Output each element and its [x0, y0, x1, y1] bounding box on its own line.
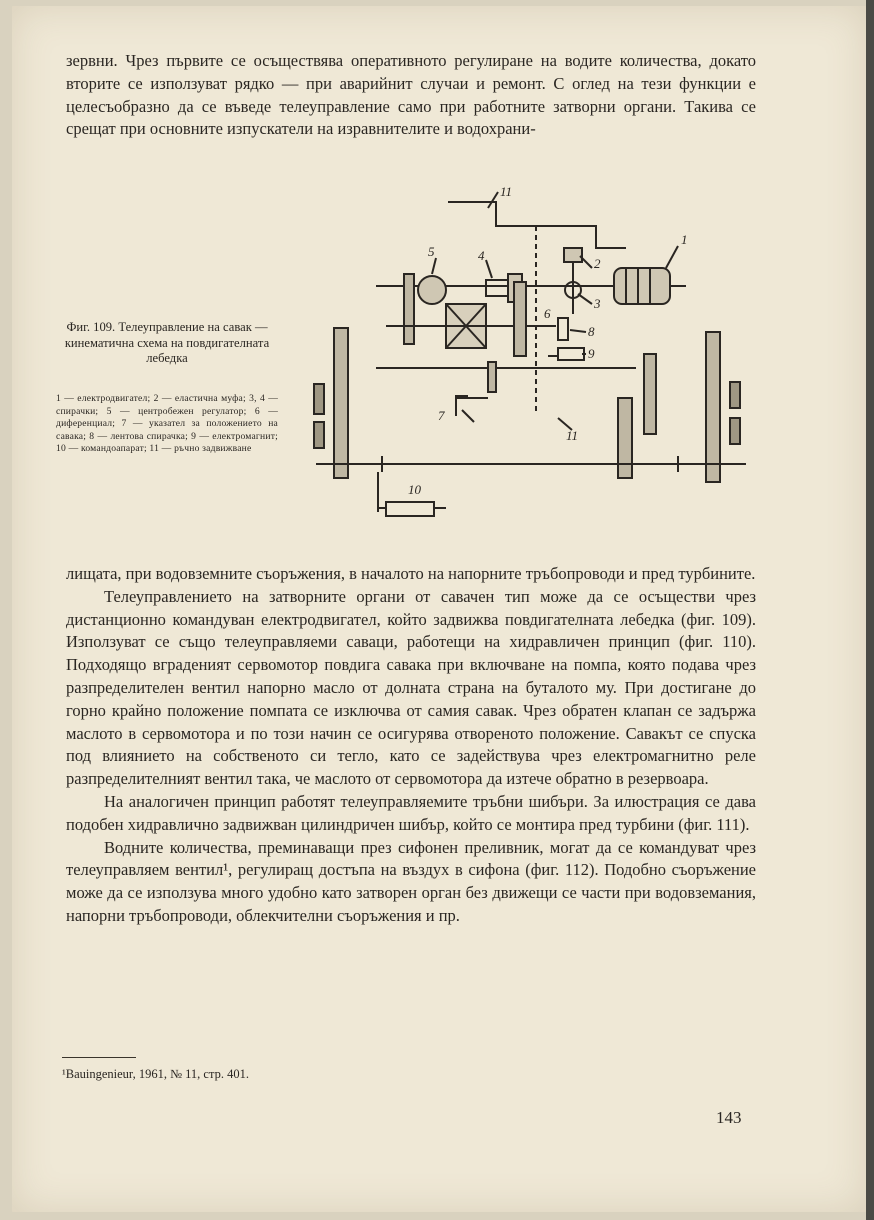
kinematic-diagram-svg: [296, 186, 766, 522]
paragraph: На аналогичен принцип работят телеуправляемите тръбни шибъри. За илюстрация се дава подобен хидравлично задвижван цилиндричен шибър, който се монтира пред турбини (фиг. 111).: [66, 791, 756, 834]
diagram-label: 5: [428, 244, 435, 259]
diagram-label: 1: [681, 232, 688, 247]
book-spine-shadow: [866, 0, 874, 1220]
paragraph: лищата, при водовземните съоръжения, в началото на напорните тръбопроводи и пред турбините.: [66, 564, 756, 583]
diagram-label: 11: [500, 186, 513, 199]
command-apparatus: [386, 502, 434, 516]
body-text-top: [66, 50, 756, 141]
paragraph: Телеуправлението на затворните органи от савачен тип може да се осъществи чрез дистанционно командуван електродвигател, който задвижва повдигателната лебедка (фиг. 109). Използуват се също телеуправляеми саваци, работещи на хидравличен принцип (фиг. 110). Подходящо вграденият сервомотор повдига савака при включване на помпа, която подава чрез разпределителен вентил напорно масло от долната страна на буталото му. При достигане до горно крайно положение помпата се изключва от самия савак. Чрез обратен клапан се задържа маслото в сервомотора и по този начин се осигурява отвореното положение. Савакът се спуска под влиянието на собственото си тегло, като се задействува чрез електромагнитно реле разпределителният вентил така, че маслото от сервомотора да изтече обратно в резервоара.: [66, 586, 756, 789]
body-text-bottom: [66, 563, 756, 928]
diagram-label: 8: [588, 324, 595, 339]
diagram-label: 2: [594, 256, 601, 271]
diagram-label: 11: [566, 428, 579, 443]
manual-drive-line: [448, 202, 626, 248]
paragraph: Водните количества, преминаващи през сифонен преливник, могат да се командуват чрез телеуправляем вентил¹, регулиращ достъпа на въздух в сифона (фиг. 112). Подобно съоръжение може да се използува много удобно като затворен орган без движещи се части при водовземания, напорни тръбопроводи, облекчителни съоръжения и пр.: [66, 837, 756, 925]
footnote-divider: [62, 1057, 136, 1058]
paragraph: зервни. Чрез първите се осъществява оперативното регулиране на водите количества, докато вторите се използуват рядко — при аварийнит случаи и ремонт. С оглед на тези функции е целесъобразно да се въведе телеуправление само при работните затворни органи. Такива се срещат при основните изпускатели на изравнителите и водохрани-: [66, 51, 756, 139]
diagram-label: 10: [408, 482, 421, 497]
diagram-label: 9: [588, 346, 595, 361]
drum-left: [334, 328, 348, 478]
centrifugal-regulator: [418, 276, 446, 304]
drum-right: [706, 332, 720, 482]
figure-caption: Фиг. 109. Телеуправление на савак — кинематична схема на повдигателната лебедка: [64, 320, 270, 365]
electromagnet: [558, 348, 584, 360]
diagram-label: 4: [478, 248, 485, 263]
motor: [614, 268, 670, 304]
diagram-label: 3: [594, 296, 601, 311]
band-brake: [558, 318, 568, 340]
page-number: 143: [716, 1108, 742, 1127]
diagram-label: 6: [544, 306, 551, 321]
figure-legend: 1 — електродвигател; 2 — еластична муфа; 3, 4 — спирачки; 5 — центробежен регулатор; 6 — диференциал; 7 — указател за положението на савака; 8 — лентова спирачка; 9 — електромагнит; 10 — командоапарат; 11 — ръчно задвижване: [56, 393, 278, 455]
elastic-coupling: [564, 248, 582, 262]
footnote: ¹Bauingenieur, 1961, № 11, стр. 401.: [62, 1067, 249, 1081]
gear-5: [404, 274, 414, 344]
kinematic-diagram: [296, 186, 766, 522]
diagram-label: 7: [438, 408, 445, 423]
